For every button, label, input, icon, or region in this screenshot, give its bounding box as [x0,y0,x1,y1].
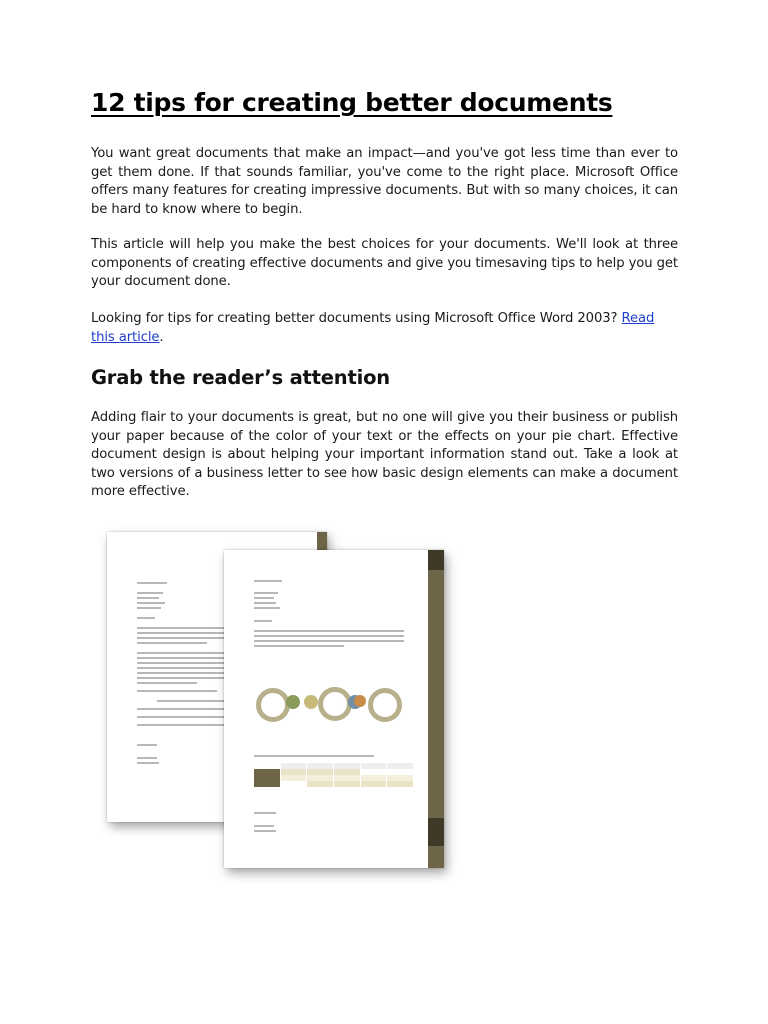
timeline-circle [318,687,352,721]
business-letter-comparison-image [100,525,480,865]
timeline-circle [304,695,318,709]
section-paragraph: Adding flair to your documents is great, but no one will give you their business or publish your paper because of the color of your text or the effects on your pie chart. Effective document design is about helping your important information stand out. Take a look at two versions of a business letter to see how basic design elements can make a document more effective. [91,410,678,500]
budget-table-thumbnail [254,763,414,787]
letter-accent-bar [428,550,444,868]
timeline-circle [256,688,290,722]
timeline-circle [368,688,402,722]
timeline-circle [286,695,300,709]
section-heading: Grab the reader’s attention [91,366,390,389]
intro-paragraph-3 [91,310,678,347]
read-this-article-link[interactable]: Read this article [91,311,655,345]
intro-paragraph-2: This article will help you make the best choices for your documents. We'll look at three components of creating effective documents and give you timesaving tips to help you get your document done. [91,237,678,290]
designed-letter-thumbnail [224,550,444,868]
intro-paragraph-3-text: Looking for tips for creating better documents using Microsoft Office Word 2003? [91,311,618,326]
article-title: 12 tips for creating better documents [91,88,613,117]
timeline-circle [354,695,366,707]
intro-paragraph-1: You want great documents that make an impact—and you've got less time than ever to get them done. If that sounds familiar, you've come to the right place. Microsoft Office offers many features for creating impressive documents. But with so many choices, it can be hard to know where to begin. [91,146,678,217]
intro-paragraph-3-end: . [159,329,164,345]
